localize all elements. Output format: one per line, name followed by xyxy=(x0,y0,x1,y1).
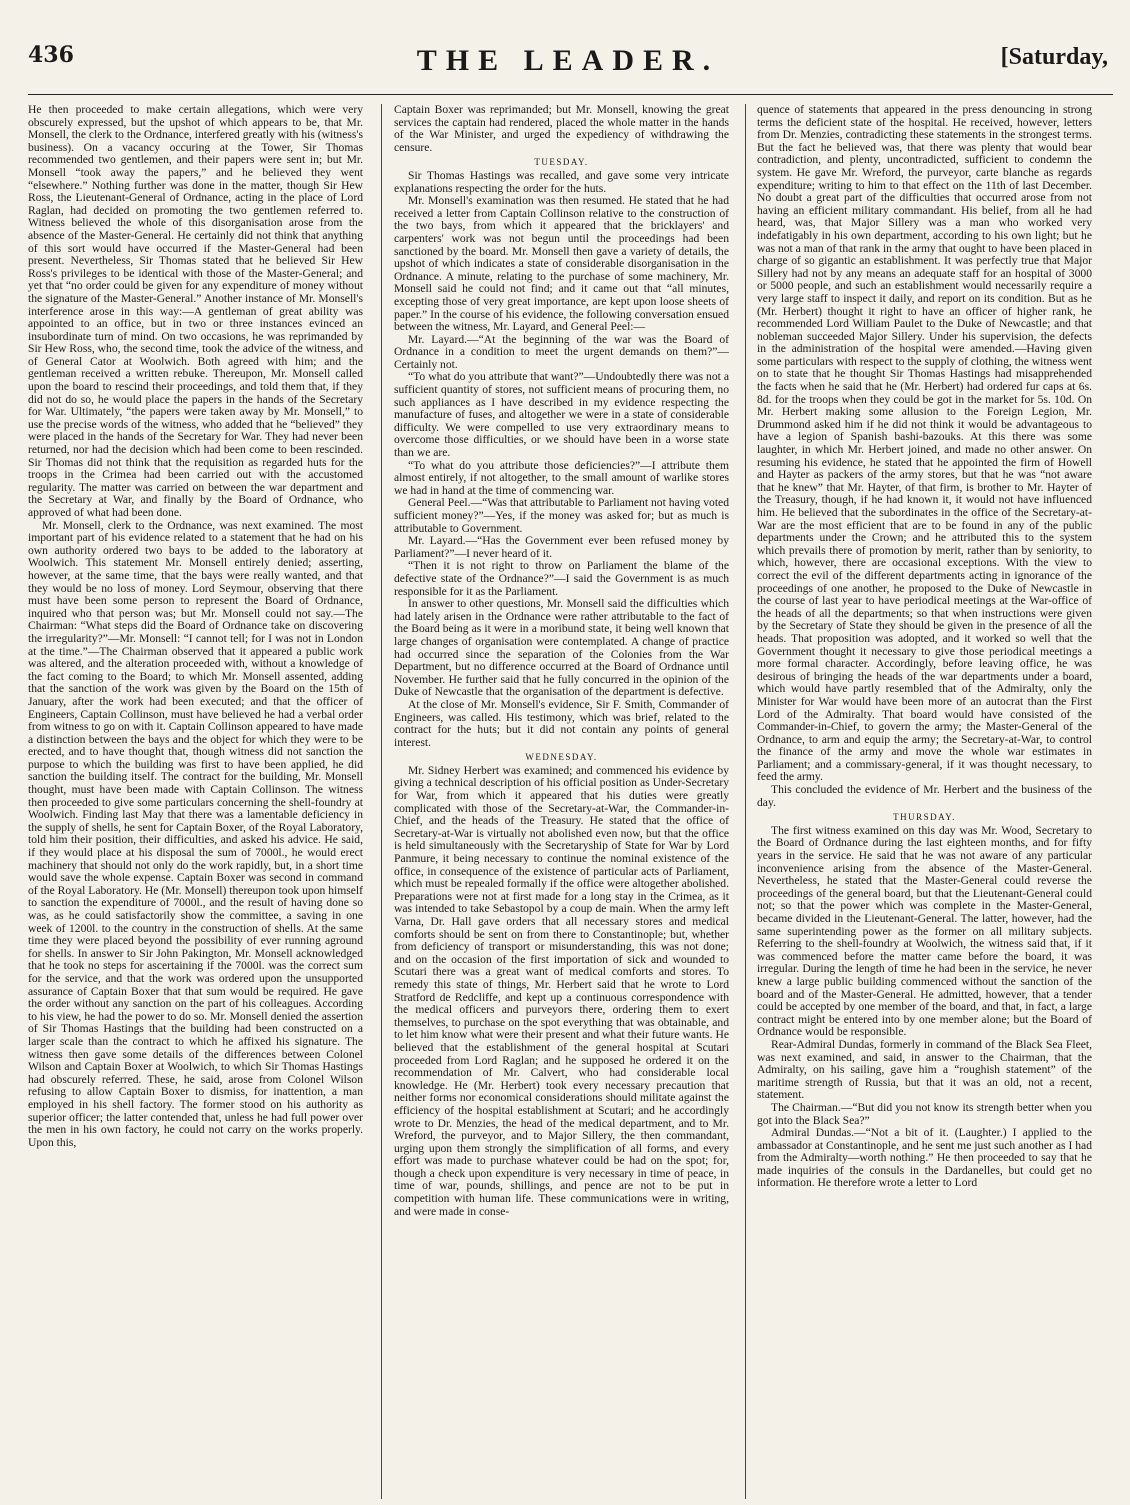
article-paragraph: This concluded the evidence of Mr. Herbert and the business of the day. xyxy=(757,783,1092,809)
article-paragraph: “To what do you attribute those deficiencies?”—I attribute them almost entirely, if not altogether, to the small amount of warlike stores we had in hand at the time of commencing war. xyxy=(394,458,729,497)
masthead-rule xyxy=(28,94,1113,95)
newspaper-title: THE LEADER. xyxy=(416,44,720,77)
issue-day: [Saturday, xyxy=(1000,44,1108,70)
column-divider xyxy=(745,104,746,1499)
article-paragraph: Mr. Monsell's examination was then resumed. He stated that he had received a letter from Captain Collinson relative to the construction of the two bays, from which it appeared that the bricklayers' and carpenters' work was not begun until the proceedings had been sanctioned by the board. Mr. Monsell then gave a variety of details, the upshot of which indicates a state of considerable disorganisation in the Ordnance. A minute, relating to the purchase of some machinery, Mr. Monsell said he could not find; and it came out that “all minutes, excepting those of very great importance, are kept upon loose sheets of paper.” In the course of his evidence, the following conversation ensued between the witness, Mr. Layard, and General Peel:— xyxy=(394,194,729,334)
article-paragraph: quence of statements that appeared in the press denouncing in strong terms the deficient state of the hospital. He received, however, letters from Dr. Menzies, contradicting these statements in the strongest terms. But the fact he believed was, that there was plenty that would bear contradiction, and plenty, uncontradicted, sufficient to condemn the system. He gave Mr. Wreford, the purveyor, carte blanche as regards expenditure; writing to him to that effect on the 11th of last December. No doubt a great part of the difficulties that occurred arose from not having an efficient military commandant. His belief, from all he had heard, was, that Major Sillery was a man who worked very indefatigably in his own department, according to his own light; but he was not a man of that rank in the army that ought to have been placed in charge of so gigantic an establishment. It was perfectly true that Major Sillery had not by any means an adequate staff for an hospital of 3000 or 5000 people, and such an establishment would necessarily require a very large staff to inspect it daily, and report on its condition. But as he (Mr. Herbert) thought it right to have an officer of higher rank, he recommended Lord William Paulet to the Duke of Newcastle; and that nobleman succeeded Major Sillery. Under his supervision, the defects in the administration of the hospital were amended.—Having given some particulars with respect to the supply of clothing, the witness went on to state that he thought Sir Thomas Hastings had misapprehended the facts when he said that he (Mr. Herbert) had ordered fur caps at 6s. 8d. for the troops when they could be got in the market for 5s. 10d. On Mr. Herbert making some allusion to the Foreign Legion, Mr. Drummond asked him if he did not think it would be advantageous to have a legion of Spanish bashi-bazouks. At this there was some laughter, in which Mr. Herbert joined, and made no other answer. On resuming his evidence, he stated that he appointed the firm of Howell and Hayter as packers of the army stores, but that he was “not aware that he knew” that Mr. Hayter, of that firm, is brother to Mr. Hayter of the Treasury, though, if he had known it, it would not have influenced him. He believed that the subordinates in the office of the Secretary-at-War are the most efficient that are to be found in any of the public departments under the Crown; and he attributed this to the system which prevails there of promotion by merit, rather than by seniority, to which, however, there are occasional exceptions. With the view to correct the evil of the different departments acting in ignorance of the proceedings of one another, he proposed to the Duke of Newcastle in the course of last year to have periodical meetings at the War-office of the heads of all the departments; so that when instructions were given by the Secretary of State they should be given in the presence of all the heads. That proposition was adopted, and it worked so well that the Government thought it necessary to give those periodical meetings a more formal character. Accordingly, before leaving office, he was desirous of bringing the heads of the war departments under a board, which would have partly resembled that of the Admiralty, only the Minister for War would have been more of an autocrat than the First Lord of the Admiralty. That board would have consisted of the Commander-in-Chief, to govern the army; the Master-General of the Ordnance, to arm and equip the army; the Secretary-at-War, to control the finance of the army and move the whole war estimates in Parliament; and a commissary-general, if it was thought necessary, to feed the army. xyxy=(757,104,1092,784)
column-divider xyxy=(381,104,382,1499)
page-number: 436 xyxy=(28,42,74,68)
article-paragraph: Mr. Sidney Herbert was examined; and commenced his evidence by giving a technical description of his official position as Under-Secretary for War, from which it appeared that his duties were greatly complicated with those of the Secretary-at-War, the Commander-in-Chief, and the heads of the Treasury. He stated that the office of Secretary-at-War is virtually not abolished even now, but that the office is held simultaneously with the Secretaryship of State for War by Lord Panmure, it being necessary to continue the nominal existence of the office, in consequence of the existence of particular acts of Parliament, which must be repealed formally if the office were altogether abolished. Preparations were not at first made for a long stay in the Crimea, as it was intended to take Sebastopol by a coup de main. When the army left Varna, Dr. Hall gave orders that all necessary stores and medical comforts should be sent on from there to Constantinople; but, whether from deficiency of transport or misunderstanding, this was not done; and on the occasion of the first importation of sick and wounded to Scutari there was a great want of medical comforts and stores. To remedy this state of things, Mr. Herbert said that he wrote to Lord Stratford de Redcliffe, and kept up a continuous correspondence with the medical officers and purveyors there, ordering them to exert themselves, to purchase on the spot everything that was obtainable, and to let him know what were their present and what their future wants. He believed that the establishment of the general hospital at Scutari proceeded from Lord Raglan; and he supposed he ordered it on the recommendation of Mr. Calvert, who had considerable local knowledge. He (Mr. Herbert) took every necessary precaution that neither forms nor economical considerations should militate against the efficiency of the hospital establishment at Scutari; and he accordingly wrote to Dr. Menzies, the head of the medical department, and to Mr. Wreford, the purveyor, and to Major Sillery, the then commandant, urging upon them strongly the simplification of all forms, and every effort was made to purchase whatever could be had on the spot; for, though a check upon expenditure is very necessary in time of peace, in time of war, pounds, shillings, and pence are not to be put in competition with human life. These communications were in writing, and were made in conse- xyxy=(394,763,729,1218)
article-paragraph: Mr. Layard.—“At the beginning of the war was the Board of Ordnance in a condition to meet the urgent demands on them?”—Certainly not. xyxy=(394,332,729,371)
article-paragraph: In answer to other questions, Mr. Monsell said the difficulties which had lately arisen in the Ordnance were rather attributable to the fact of the Board being as it were in a moribund state, it being well known that large changes of organisation were contemplated. A change of practice had occurred since the separation of the Colonies from the War Department, but no difference occurred at the Board of Ordnance until November. He further said that he fully concurred in the opinion of the Duke of Newcastle that the organisation of the department is defective. xyxy=(394,597,729,699)
article-paragraph: “To what do you attribute that want?”—Undoubtedly there was not a sufficient quantity of stores, not sufficient means of procuring them, no such appliances as I have described in my evidence respecting the manufacture of fuses, and altogether we were in a state of considerable difficulty. We were compelled to use very extraordinary means to overcome those difficulties, or we should have been in a worse state than we are. xyxy=(394,370,729,460)
day-heading: WEDNESDAY. xyxy=(525,752,598,763)
column-1 xyxy=(28,104,363,1499)
article-paragraph: Mr. Layard.—“Has the Government ever been refused money by Parliament?”—I never heard of it. xyxy=(394,534,729,560)
article-paragraph: Captain Boxer was reprimanded; but Mr. Monsell, knowing the great services the captain had rendered, placed the whole matter in the hands of the War Minister, and urged the expediency of withdrawing the censure. xyxy=(394,104,729,154)
article-paragraph: Rear-Admiral Dundas, formerly in command of the Black Sea Fleet, was next examined, and said, in answer to the Chairman, that the Admiralty, on his sailing, gave him a “roughish statement” of the maritime strength of Russia, but that it was an old, not a recent, statement. xyxy=(757,1037,1092,1102)
article-paragraph: The Chairman.—“But did you not know its strength better when you got into the Black Sea?” xyxy=(757,1100,1092,1127)
day-heading: THURSDAY. xyxy=(893,812,956,823)
article-paragraph: Sir Thomas Hastings was recalled, and gave some very intricate explanations respecting the order for the huts. xyxy=(394,168,729,195)
article-paragraph: Mr. Monsell, clerk to the Ordnance, was next examined. The most important part of his evidence related to a statement that he had on his own authority ordered two bays to be added to the laboratory at Woolwich. This statement Mr. Monsell entirely denied; asserting, however, at the same time, that the bays were really wanted, and that they would be no loss of money. Lord Seymour, observing that there must have been some person to represent the Board of Ordnance, inquired who that person was; but Mr. Monsell could not say.—The Chairman: “What steps did the Board of Ordnance take on discovering the irregularity?”—Mr. Monsell: “I cannot tell; for I was not in London at the time.”—The Chairman observed that it appeared a public work was altered, and the alteration proceeded with, without a knowledge of the fact coming to the Board; to which Mr. Monsell assented, adding that the sanction of the work was given by the Board on the 15th of January, after the work had been executed; and that the officer of Engineers, Captain Collinson, must have believed he had a verbal order from witness to go on with it. Captain Collinson appeared to have made a distinction between the bays and the object for which they were to be erected, and to have thought that, though witness did not sanction the purpose to which the building was first to have been applied, he did sanction the building itself. The contract for the building, Mr. Monsell thought, must have been made with Captain Collinson. The witness then proceeded to give some particulars concerning the shell-foundry at Woolwich. Finding last May that there was a lamentable deficiency in the supply of shells, he sent for Captain Boxer, of the Royal Laboratory, told him their position, their difficulties, and asked his advice. He said, if they would place at his disposal the sum of 7000l., he would erect machinery that should not only do the work rapidly, but, in a short time would save the whole expense. Captain Boxer was second in command of the Royal Laboratory. He (Mr. Monsell) thereupon took upon himself to sanction the expenditure of 7000l., and the result of having done so was, as he could satisfactorily show the committee, a saving in one week of 1200l. to the country in the construction of shells. At the same time they were placed beyond the possibility of ever running aground for shells. In answer to Sir John Pakington, Mr. Monsell acknowledged that he took no steps for ascertaining if the 7000l. was the correct sum for the service, and that the work was ordered upon the unsupported assurance of Captain Boxer that that sum would be required. He gave the order without any sanction on the part of his colleagues. According to his view, he had the power to do so. Mr. Monsell denied the assertion of Sir Thomas Hastings that the building had been constructed on a larger scale than the contract to which he affixed his signature. The witness then gave some details of the differences between Colonel Wilson and Captain Boxer at Woolwich, to which Sir Thomas Hastings had obscurely referred. These, he said, arose from Colonel Wilson refusing to allow Captain Boxer to dismiss, for inattention, a man employed in his shell factory. The former stood on his authority as superior officer; the latter contended that, unless he had full power over the men in his own factory, he could not carry on the works properly. Upon this, xyxy=(28,518,363,1149)
article-paragraph: At the close of Mr. Monsell's evidence, Sir F. Smith, Commander of Engineers, was called. His testimony, which was brief, related to the contract for the huts; but it did not contain any points of general interest. xyxy=(394,697,729,749)
article-paragraph: “Then it is not right to throw on Parliament the blame of the defective state of the Ordnance?”—I said the Government is as much responsible for it as the Parliament. xyxy=(394,559,729,598)
column-2 xyxy=(394,104,729,1499)
article-paragraph: He then proceeded to make certain allegations, which were very obscurely expressed, but the upshot of which appears to be, that Mr. Monsell, the clerk to the Ordnance, interfered greatly with his (witness's business). On a vacancy occuring at the Tower, Sir Thomas recommended two gentlemen, and their papers were sent in; but Mr. Monsell “took away the papers,” and he believed they went “elsewhere.” Nothing further was done in the matter, though Sir Hew Ross, the Lieutenant-General of Ordnance, acting in the place of Lord Raglan, had decided on promoting the two gentlemen referred to. Witness believed the whole of this disorganisation arose from the absence of the Master-General. He certainly did not think that anything of this sort would have occurred if the Master-General had been present. Nevertheless, Sir Thomas stated that he believed Sir Hew Ross's privileges to be identical with those of the Master-General; and yet that “no order could be given for any expenditure of money without the signature of the Master-General.” Another instance of Mr. Monsell's interference arose in this way:—A gentleman of great ability was appointed to an office, but in two or three instances evinced an insubordinate turn of mind. On two occasions, he was reprimanded by Sir Hew Ross, who, the second time, took the advice of the witness, and of General Cator at Woolwich. Both agreed with him; and the gentleman received a written rebuke. Thereupon, Mr. Monsell called upon the board to rescind their proceedings, and told them that, if they did not do so, he would place the papers in the hands of the Secretary for War. Ultimately, “the papers were taken away by Mr. Monsell,” to use the precise words of the witness, who added that he “believed” they were placed in the hands of the Secretary for War. They had never been returned, nor had the decision which had been come to been rescinded. Sir Thomas did not think that the requisition as regarded huts for the troops in the Crimea had been carried out with the accustomed regularity. The matter was carried on between the war department and the Secretary at War, and finally by the Board of Ordnance, who approved of what had been done. xyxy=(28,104,363,519)
article-paragraph: General Peel.—“Was that attributable to Parliament not having voted sufficient money?”—Yes, if the money was asked for; but as much is attributable to Government. xyxy=(394,496,729,535)
article-paragraph: The first witness examined on this day was Mr. Wood, Secretary to the Board of Ordnance during the last eighteen months, and for fifty years in the service. He said that he was not aware of any particular inconvenience arising from the absence of the Master-General. Nevertheless, he stated that the Master-General could reverse the proceedings of the general board, but that the Lieutenant-General could not; so that the power which was complete in the Master-General, became divided in the Lieutenant-General. The latter, however, had the same superintending power as the former on all military subjects. Referring to the shell-foundry at Woolwich, the witness said that, if it was commenced before the matter came before the board, it was irregular. During the length of time he had been in the service, he never knew a large public building commenced without the sanction of the board and of the Master-General. He admitted, however, that a tender could be accepted by one member of the board, and that, in fact, a large contract might be entered into by one member alone; but the Board of Ordnance would be responsible. xyxy=(757,823,1092,1039)
article-paragraph: Admiral Dundas.—“Not a bit of it. (Laughter.) I applied to the ambassador at Constantinople, and he sent me just such another as I had from the Admiralty—worth nothing.” He then proceeded to say that he made inquiries of the consuls in the Dardanelles, but could get no information. He therefore wrote a letter to Lord xyxy=(757,1126,1092,1190)
column-3 xyxy=(757,104,1092,1499)
masthead xyxy=(28,42,1108,94)
day-heading: TUESDAY. xyxy=(534,157,589,168)
